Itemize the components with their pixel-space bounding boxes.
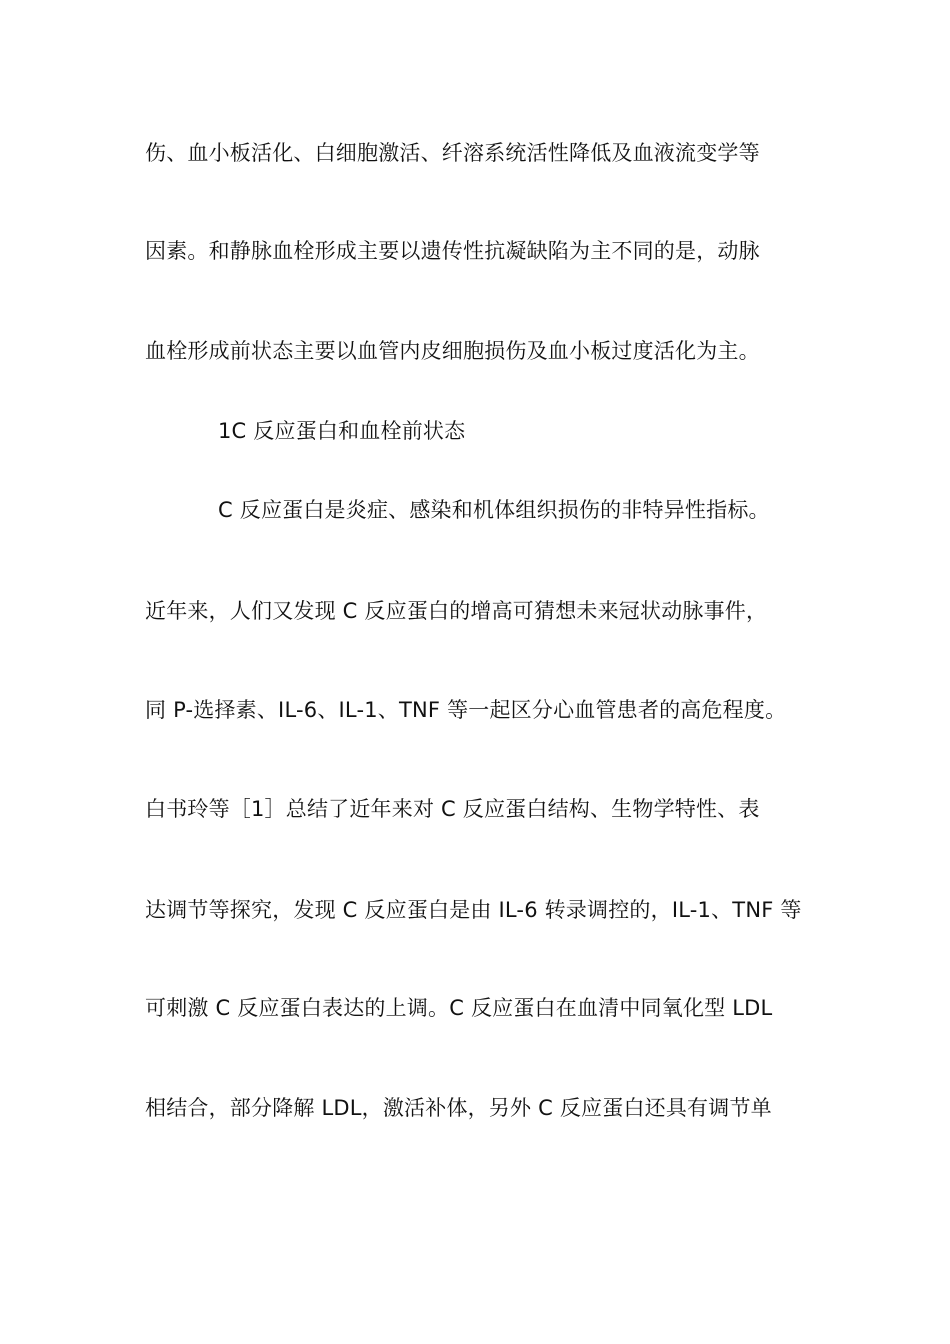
paragraph-line-11: 相结合，部分降解 LDL，激活补体，另外 C 反应蛋白还具有调节单: [145, 1096, 772, 1120]
section-heading: 1C 反应蛋白和血栓前状态: [218, 419, 466, 443]
paragraph-line-2: 因素。和静脉血栓形成主要以遗传性抗凝缺陷为主不同的是，动脉: [145, 239, 760, 263]
paragraph-line-9: 达调节等探究，发现 C 反应蛋白是由 IL-6 转录调控的，IL-1、TNF 等: [145, 898, 802, 922]
paragraph-line-5: C 反应蛋白是炎症、感染和机体组织损伤的非特异性指标。: [218, 498, 770, 522]
paragraph-line-7: 同 P-选择素、IL-6、IL-1、TNF 等一起区分心血管患者的高危程度。: [145, 698, 787, 722]
paragraph-line-3: 血栓形成前状态主要以血管内皮细胞损伤及血小板过度活化为主。: [145, 339, 760, 363]
paragraph-line-8: 白书玲等［1］总结了近年来对 C 反应蛋白结构、生物学特性、表: [145, 797, 760, 821]
paragraph-line-1: 伤、血小板活化、白细胞激活、纤溶系统活性降低及血液流变学等: [145, 141, 760, 165]
paragraph-line-10: 可刺激 C 反应蛋白表达的上调。C 反应蛋白在血清中同氧化型 LDL: [145, 996, 773, 1020]
paragraph-line-6: 近年来，人们又发现 C 反应蛋白的增高可猜想未来冠状动脉事件，: [145, 599, 768, 623]
